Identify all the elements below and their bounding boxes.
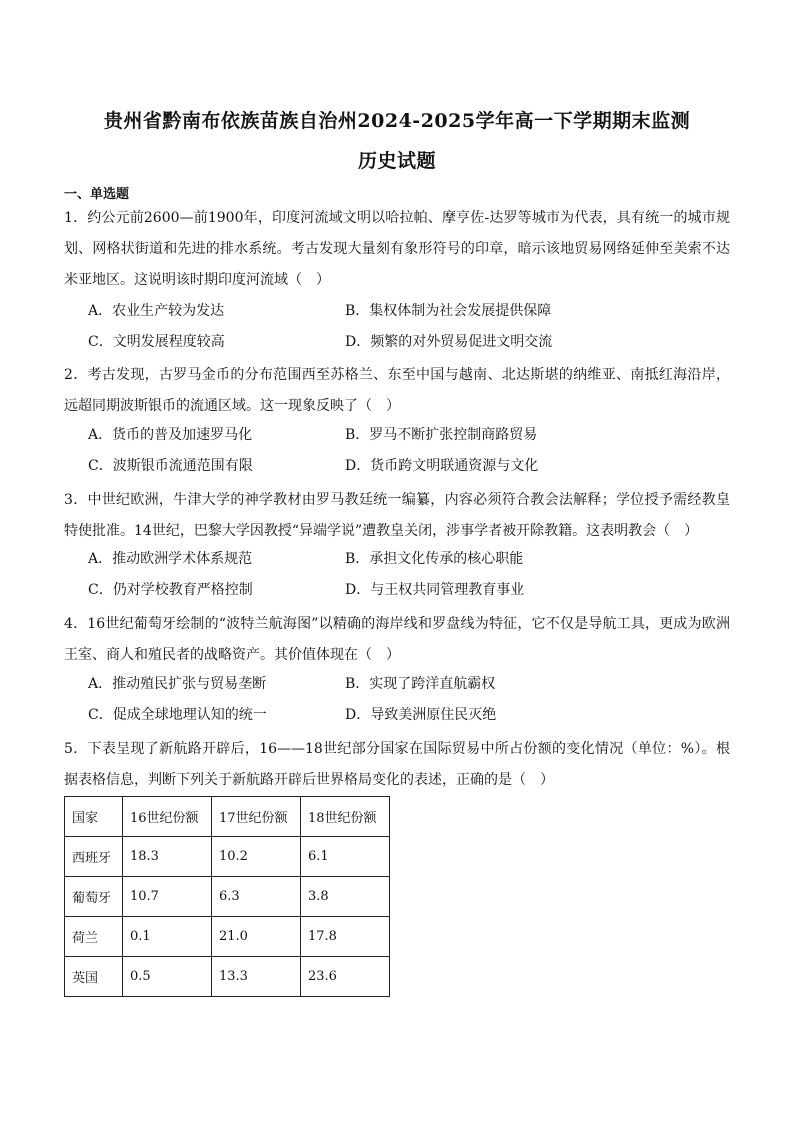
trade-share-table (64, 796, 390, 997)
question-1-option-b: B．集权体制为社会发展提供保障 (345, 303, 552, 319)
table-cell: 23.6 (301, 957, 390, 997)
question-5-stem: 5．下表呈现了新航路开辟后，16——18世纪部分国家在国际贸易中所占份额的变化情况（单位：%）。根据表格信息，判断下列关于新航路开辟后世界格局变化的表述，正确的是（ ） (64, 741, 730, 788)
table-header-row (65, 797, 390, 837)
table-cell: 13.3 (212, 957, 301, 997)
table-header-cell: 17世纪份额 (212, 797, 301, 837)
table-cell: 6.1 (301, 837, 390, 877)
exam-subtitle: 历史试题 (357, 150, 436, 172)
question-4-option-c: C．促成全球地理认知的统一 (88, 707, 267, 723)
question-3-option-c: C．仍对学校教育严格控制 (88, 582, 253, 598)
table-row (65, 837, 390, 877)
question-1-stem: 1．约公元前2600—前1900年，印度河流域文明以哈拉帕、摩亨佐-达罗等城市为代表，具有统一的城市规划、网格状街道和先进的排水系统。考古发现大量刻有象形符号的印章，暗示该地贸易网络延伸至美索不达米亚地区。这说明该时期印度河流域（ ） (64, 210, 730, 288)
table-cell: 葡萄牙 (65, 877, 123, 917)
question-2-option-d: D．货币跨文明联通资源与文化 (345, 458, 539, 474)
question-4-option-a: A．推动殖民扩张与贸易垄断 (88, 676, 267, 692)
table-header-cell: 16世纪份额 (123, 797, 212, 837)
question-2-option-c: C．波斯银币流通范围有限 (88, 458, 253, 474)
question-4-option-b: B．实现了跨洋直航霸权 (345, 676, 496, 692)
table-cell: 17.8 (301, 917, 390, 957)
table-cell: 10.7 (123, 877, 212, 917)
question-3-option-d: D．与王权共同管理教育事业 (345, 582, 525, 598)
question-1-option-a: A．农业生产较为发达 (88, 303, 225, 319)
table-cell: 6.3 (212, 877, 301, 917)
table-cell: 西班牙 (65, 837, 123, 877)
question-1-option-d: D．频繁的对外贸易促进文明交流 (345, 334, 553, 350)
table-row (65, 957, 390, 997)
table-header-cell: 18世纪份额 (301, 797, 390, 837)
question-4-stem: 4．16世纪葡萄牙绘制的“波特兰航海图”以精确的海岸线和罗盘线为特征，它不仅是导航工具，更成为欧洲王室、商人和殖民者的战略资产。其价值体现在（ ） (64, 616, 730, 663)
question-2-option-a: A．货币的普及加速罗马化 (88, 427, 253, 443)
table-cell: 0.5 (123, 957, 212, 997)
question-4-option-d: D．导致美洲原住民灭绝 (345, 707, 497, 723)
table-cell: 3.8 (301, 877, 390, 917)
question-3-stem: 3．中世纪欧洲，牛津大学的神学教材由罗马教廷统一编纂，内容必须符合教会法解释；学位授予需经教皇特使批准。14世纪，巴黎大学因教授“异端学说”遭教皇关闭，涉事学者被开除教籍。这表明教会（ ） (64, 492, 730, 539)
table-row (65, 877, 390, 917)
section-heading: 一、单选题 (64, 187, 130, 202)
question-3-option-a: A．推动欧洲学术体系规范 (88, 551, 253, 567)
table-cell: 10.2 (212, 837, 301, 877)
table-cell: 荷兰 (65, 917, 123, 957)
question-1-option-c: C．文明发展程度较高 (88, 334, 225, 350)
table-row (65, 917, 390, 957)
table-cell: 英国 (65, 957, 123, 997)
exam-title: 贵州省黔南布依族苗族自治州2024-2025学年高一下学期期末监测 (103, 110, 691, 132)
table-cell: 18.3 (123, 837, 212, 877)
question-3-option-b: B．承担文化传承的核心职能 (345, 551, 524, 567)
question-2-option-b: B．罗马不断扩张控制商路贸易 (345, 427, 538, 443)
question-2-stem: 2．考古发现，古罗马金币的分布范围西至苏格兰、东至中国与越南、北达斯堪的纳维亚、南抵红海沿岸，远超同期波斯银币的流通区域。这一现象反映了（ ） (64, 367, 730, 414)
table-header-cell: 国家 (65, 797, 123, 837)
table-cell: 0.1 (123, 917, 212, 957)
table-cell: 21.0 (212, 917, 301, 957)
